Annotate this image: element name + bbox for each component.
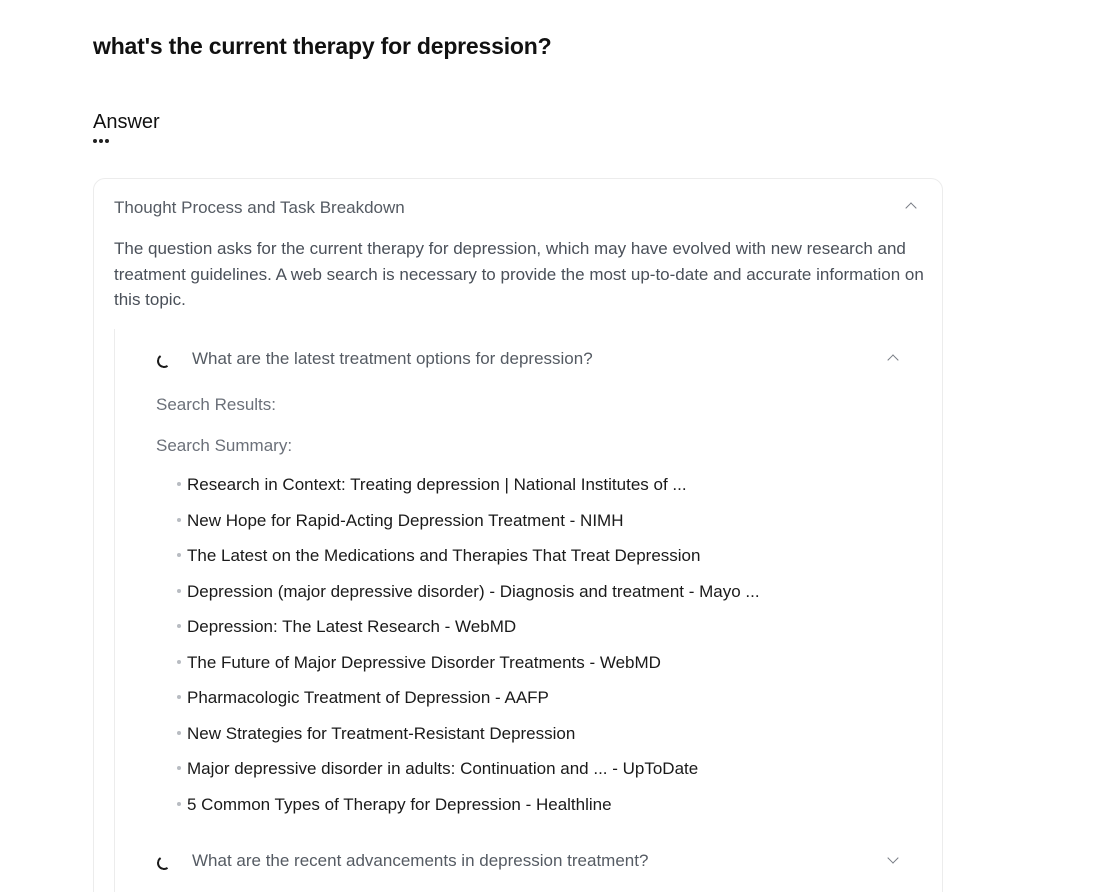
search-result-item[interactable]	[175, 688, 760, 724]
search-result-link[interactable]: New Strategies for Treatment-Resistant Depression	[187, 723, 576, 743]
search-result-item[interactable]	[175, 511, 760, 547]
search-summary-label: Search Summary:	[156, 436, 293, 455]
search-result-item[interactable]	[175, 759, 760, 795]
search-result-link[interactable]: Pharmacologic Treatment of Depression - AAFP	[187, 688, 549, 707]
search-result-item[interactable]	[175, 546, 760, 582]
chevron-down-icon[interactable]	[887, 852, 898, 863]
search-result-link[interactable]: The Future of Major Depressive Disorder Treatments - WebMD	[187, 652, 661, 672]
search-result-link[interactable]: Major depressive disorder in adults: Continuation and ... - UpToDate	[187, 759, 699, 778]
search-result-link[interactable]: Depression: The Latest Research - WebMD	[187, 617, 517, 636]
chevron-up-icon[interactable]	[905, 202, 916, 213]
bullet-icon	[177, 553, 181, 557]
search-result-link[interactable]: The Latest on the Medications and Therapies That Treat Depression	[187, 546, 701, 565]
question-title: what's the current therapy for depression?	[93, 33, 552, 59]
search-result-item[interactable]	[175, 475, 760, 511]
bullet-icon	[177, 802, 181, 806]
search-result-link[interactable]: 5 Common Types of Therapy for Depression - Healthline	[187, 794, 612, 814]
typing-indicator	[93, 139, 109, 143]
search-result-item[interactable]	[175, 582, 760, 618]
chevron-up-icon[interactable]	[887, 354, 898, 365]
search-result-item[interactable]	[175, 617, 760, 653]
answer-heading: Answer	[93, 111, 160, 133]
search-result-list	[175, 475, 760, 830]
search-result-link[interactable]: Research in Context: Treating depression | National Institutes of ...	[187, 475, 687, 494]
search-result-link[interactable]: New Hope for Rapid-Acting Depression Treatment - NIMH	[187, 510, 624, 530]
bullet-icon	[177, 766, 181, 770]
loading-spinner-icon	[156, 855, 172, 871]
bullet-icon	[177, 695, 181, 699]
typing-dot	[93, 139, 97, 143]
bullet-icon	[177, 482, 181, 486]
search-results-label: Search Results:	[156, 395, 276, 414]
bullet-icon	[177, 518, 181, 522]
bullet-icon	[177, 589, 181, 593]
bullet-icon	[177, 731, 181, 735]
task-title[interactable]: What are the recent advancements in depression treatment?	[192, 851, 649, 870]
thought-process-text: The question asks for the current therapy for depression, which may have evolved with new research and treatment guidelines. A web search is necessary to provide the most up-to-date and accurate information on this topic.	[114, 239, 924, 309]
typing-dot	[99, 139, 103, 143]
typing-dot	[105, 139, 109, 143]
thought-process-header[interactable]: Thought Process and Task Breakdown	[114, 198, 405, 217]
task-list	[114, 329, 944, 892]
thought-process-card	[93, 178, 943, 892]
bullet-icon	[177, 660, 181, 664]
search-result-item[interactable]	[175, 724, 760, 760]
loading-spinner-icon	[156, 353, 172, 369]
search-result-item[interactable]	[175, 653, 760, 689]
bullet-icon	[177, 624, 181, 628]
search-result-link[interactable]: Depression (major depressive disorder) - Diagnosis and treatment - Mayo ...	[187, 581, 760, 601]
search-result-item[interactable]	[175, 795, 760, 831]
task-title[interactable]: What are the latest treatment options for depression?	[192, 349, 593, 368]
